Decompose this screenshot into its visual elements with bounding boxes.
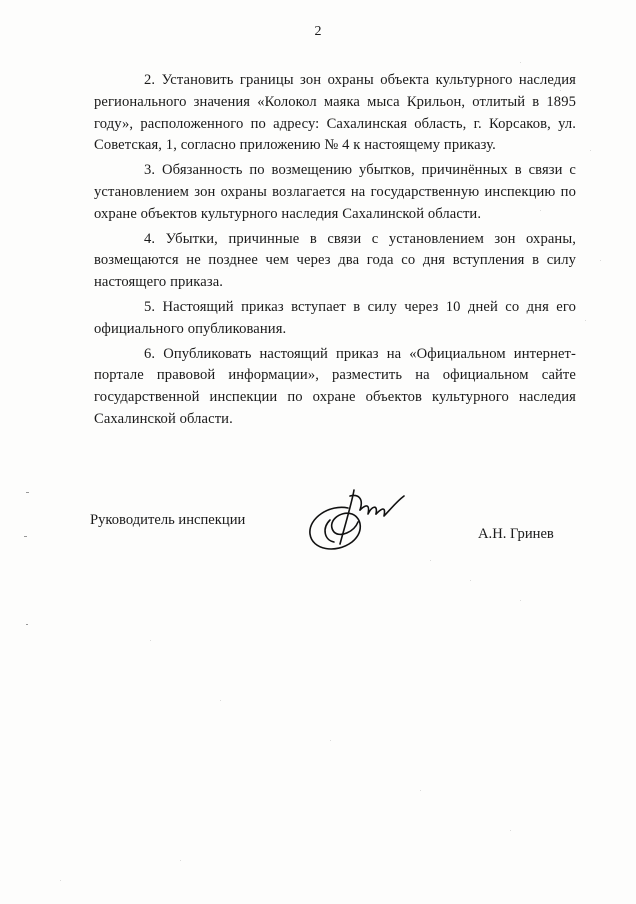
paragraph-4: 4. Убытки, причинные в связи с установлением зон охраны, возмещаются не позднее чем через два года со дня вступления в силу настоящего приказа. — [94, 230, 576, 291]
signatory-name: А.Н. Гринев — [478, 526, 554, 542]
paragraph-2: 2. Установить границы зон охраны объекта культурного наследия регионального значения «Колокол маяка мыса Крильон, отлитый в 1895 году», расположенного по адресу: Сахалинская область, г. Корсаков, ул. Советская, 1, согласно приложению № 4 к настоящему приказу. — [94, 72, 576, 154]
page-number: 2 — [314, 24, 322, 39]
paragraph-5: 5. Настоящий приказ вступает в силу через 10 дней со дня его официального опубликования. — [94, 298, 576, 337]
paragraph-3: 3. Обязанность по возмещению убытков, причинённых в связи с установлением зон охраны возлагается на государственную инспекцию по охране объектов культурного наследия Сахалинской области. — [94, 162, 576, 222]
signatory-title: Руководитель инспекции — [90, 512, 246, 528]
paragraph-6: 6. Опубликовать настоящий приказ на «Официальном интернет-портале правовой информации», разместить на официальном сайте государственной инспекции по охране объектов культурного наследия Сахалинской области. — [94, 345, 576, 427]
